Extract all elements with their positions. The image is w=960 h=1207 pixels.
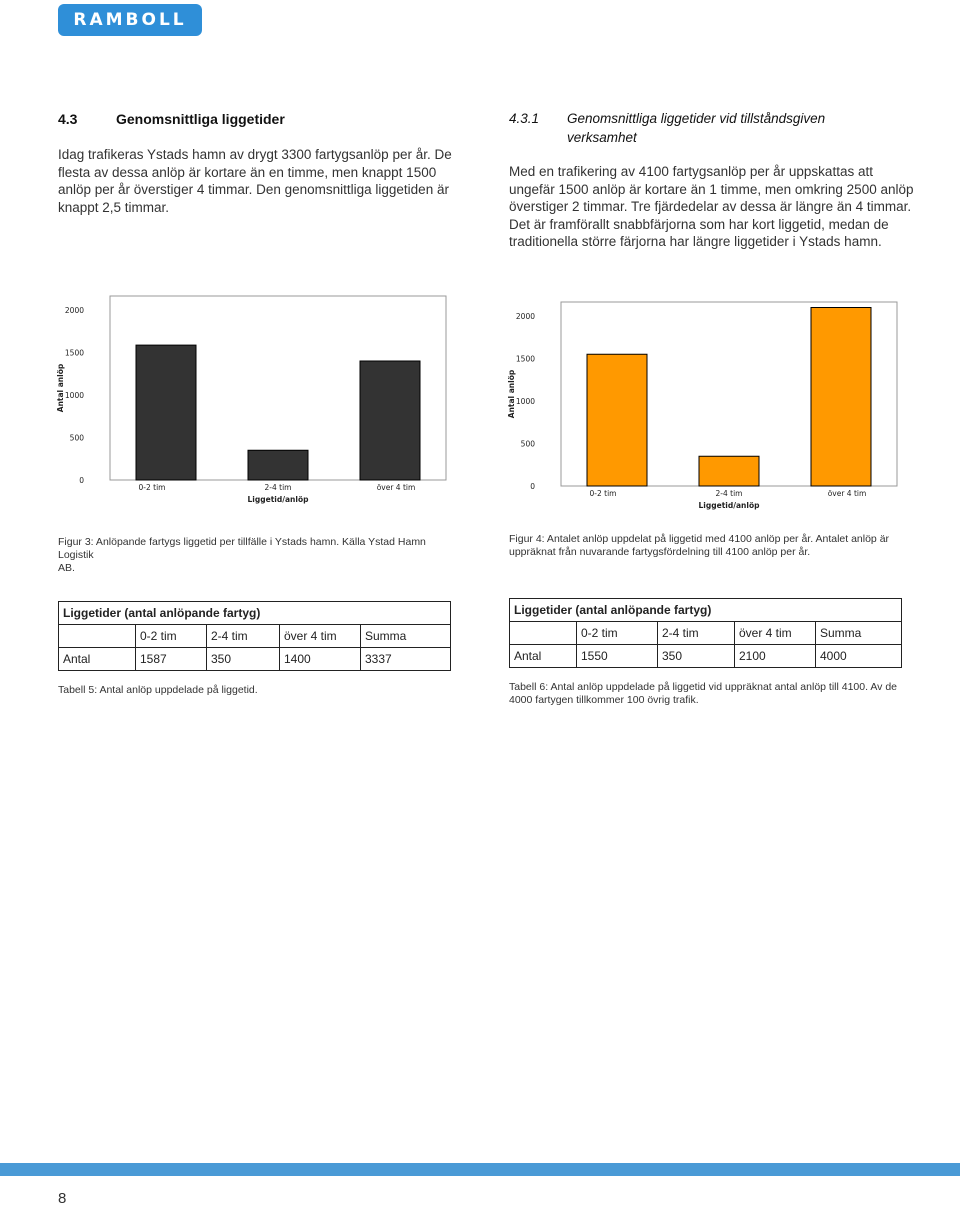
left-paragraph-line: Idag trafikeras Ystads hamn av drygt 3300 fartygsanlöp per år. De <box>58 147 452 162</box>
x-tick-label: 0-2 tim <box>589 489 617 498</box>
table-header-cell: Summa <box>816 622 902 645</box>
table-cell: Antal <box>59 648 136 671</box>
table-header-cell: 2-4 tim <box>658 622 735 645</box>
section-number: 4.3 <box>58 111 78 127</box>
right-paragraph-line: Det är framförallt snabbfärjorna som har kort liggetid, medan de <box>509 216 889 232</box>
caption-line: 4000 fartygen tillkommer 100 övrig trafik. <box>509 694 699 706</box>
figure-4-caption <box>509 533 929 559</box>
table-cell: 4000 <box>816 645 902 668</box>
chart-figure-3-svg <box>50 292 450 512</box>
left-paragraph <box>58 146 458 216</box>
y-axis-title: Antal anlöp <box>507 369 516 419</box>
x-tick-label: 0-2 tim <box>138 483 166 492</box>
table-cell: 1550 <box>577 645 658 668</box>
x-axis-title: Liggetid/anlöp <box>698 501 760 510</box>
caption-line: Figur 4: Antalet anlöp uppdelat på liggetid med 4100 anlöp per år. Antalet anlöp är <box>509 533 890 545</box>
bar <box>360 361 420 480</box>
table-header-row <box>59 625 451 648</box>
y-axis-title: Antal anlöp <box>56 363 65 413</box>
y-tick-label: 0 <box>530 482 535 491</box>
left-paragraph-line: anlöp per år överstiger 4 timmar. Den genomsnittliga liggetiden är <box>58 182 449 197</box>
caption-line: Figur 3: Anlöpande fartygs liggetid per tillfälle i Ystads hamn. Källa Ystad Hamn Logistik <box>58 536 426 561</box>
caption-line: Tabell 6: Antal anlöp uppdelade på liggetid vid uppräknat antal anlöp till 4100. Av de <box>509 681 898 693</box>
bar <box>248 450 308 480</box>
x-axis-title: Liggetid/anlöp <box>247 495 309 504</box>
chart-figure-3 <box>50 292 450 512</box>
table-5 <box>58 601 451 671</box>
bar <box>811 308 871 487</box>
table-cell: Antal <box>510 645 577 668</box>
table-header-cell: 0-2 tim <box>136 625 207 648</box>
table-header-cell: över 4 tim <box>735 622 816 645</box>
table-title: Liggetider (antal anlöpande fartyg) <box>59 602 451 625</box>
table-header-cell: 2-4 tim <box>207 625 280 648</box>
left-paragraph-line: flesta av dessa anlöp är kortare än en timme, men knappt 1500 <box>58 164 437 180</box>
table-header-cell <box>510 622 577 645</box>
table-row <box>59 648 451 671</box>
right-paragraph-line: ungefär 1500 anlöp är kortare än 1 timme, men omkring 2500 anlöp <box>509 181 914 197</box>
y-tick-label: 1000 <box>515 397 535 406</box>
y-tick-label: 500 <box>69 433 84 443</box>
table-cell: 350 <box>658 645 735 668</box>
table-cell: 350 <box>207 648 280 671</box>
figure-3-caption <box>58 536 458 575</box>
right-paragraph <box>509 163 929 251</box>
table-6 <box>509 598 902 668</box>
caption-line: Tabell 5: Antal anlöp uppdelade på liggetid. <box>58 684 258 696</box>
right-paragraph-line: Med en trafikering av 4100 fartygsanlöp per år uppskattas att <box>509 164 873 179</box>
table-header-cell <box>59 625 136 648</box>
ramboll-logo: RAMBOLL <box>58 4 202 36</box>
footer-bar <box>0 1163 960 1176</box>
y-tick-label: 1500 <box>64 348 84 358</box>
table-title: Liggetider (antal anlöpande fartyg) <box>510 599 902 622</box>
chart-figure-4-svg <box>501 298 901 518</box>
right-paragraph-line: traditionella större färjorna har längre liggetider i Ystads hamn. <box>509 234 882 249</box>
x-tick-label: över 4 tim <box>376 483 416 492</box>
section-title: Genomsnittliga liggetider <box>116 111 285 127</box>
table-row <box>510 645 902 668</box>
subsection-title-line: verksamhet <box>567 130 637 145</box>
x-tick-label: 2-4 tim <box>715 489 743 498</box>
table-cell: 1400 <box>280 648 361 671</box>
table-cell: 3337 <box>361 648 451 671</box>
table-5-caption <box>58 684 458 697</box>
subsection-number: 4.3.1 <box>509 111 540 126</box>
table-cell: 2100 <box>735 645 816 668</box>
subsection-title-line: Genomsnittliga liggetider vid tillståndsgiven <box>567 111 826 126</box>
table-header-cell: över 4 tim <box>280 625 361 648</box>
y-tick-label: 2000 <box>515 312 535 321</box>
y-tick-label: 1000 <box>64 391 84 400</box>
bar <box>587 354 647 486</box>
left-paragraph-line: knappt 2,5 timmar. <box>58 199 170 215</box>
y-tick-label: 2000 <box>64 306 84 315</box>
table-header-cell: Summa <box>361 625 451 648</box>
y-tick-label: 500 <box>520 439 535 449</box>
x-tick-label: över 4 tim <box>827 489 867 498</box>
chart-figure-4 <box>501 298 901 518</box>
table-header-cell: 0-2 tim <box>577 622 658 645</box>
page-number: 8 <box>58 1190 67 1207</box>
x-tick-label: 2-4 tim <box>264 483 292 492</box>
table-cell: 1587 <box>136 648 207 671</box>
table-title-row <box>510 599 902 622</box>
y-tick-label: 0 <box>79 476 84 485</box>
table-6-caption <box>509 681 929 707</box>
caption-line: AB. <box>58 562 75 574</box>
bar <box>699 456 759 486</box>
right-paragraph-line: överstiger 2 timmar. Tre fjärdedelar av dessa är längre än 4 timmar. <box>509 199 912 214</box>
subsection-title <box>567 109 825 147</box>
table-header-row <box>510 622 902 645</box>
caption-line: uppräknat från nuvarande fartygsfördelning till 4100 anlöp per år. <box>509 546 811 558</box>
table-title-row <box>59 602 451 625</box>
bar <box>136 345 196 480</box>
y-tick-label: 1500 <box>515 354 535 364</box>
